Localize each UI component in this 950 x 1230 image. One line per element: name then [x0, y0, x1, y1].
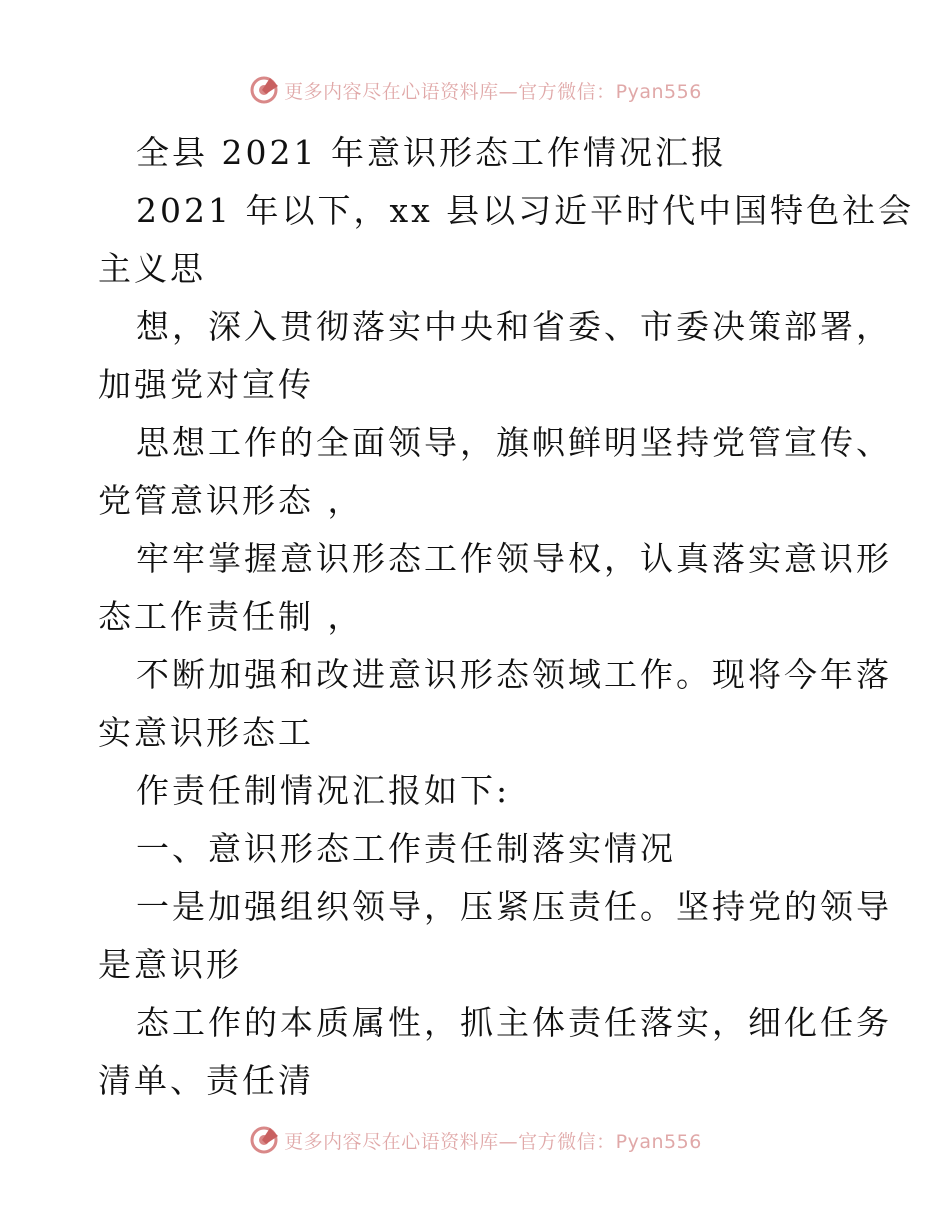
text-line: 不断加强和改进意识形态领域工作。现将今年落 [136, 655, 892, 694]
text-line: 实意识形态工 [98, 713, 314, 752]
text-line: 加强党对宣传 [98, 365, 314, 404]
text-line: 党管意识形态 ， [98, 481, 364, 520]
watermark-text: 更多内容尽在心语资料库—官方微信：Pyan556 [284, 80, 702, 103]
text-line: 态工作责任制 ， [98, 597, 364, 636]
text-line: 作责任制情况汇报如下: [136, 771, 511, 810]
section-heading: 一、意识形态工作责任制落实情况 [136, 829, 676, 868]
text-line: 态工作的本质属性，抓主体责任落实，细化任务 [136, 1003, 892, 1042]
logo-icon [248, 74, 280, 106]
text-line: 一是加强组织领导，压紧压责任。坚持党的领导 [136, 887, 892, 926]
text-line: 2021 年以下，xx 县以习近平时代中国特色社会 [136, 191, 915, 230]
logo-icon [248, 1124, 280, 1156]
document-body [98, 124, 915, 1110]
header-watermark [0, 70, 950, 110]
footer-watermark [0, 1120, 950, 1160]
text-line: 牢牢掌握意识形态工作领导权，认真落实意识形 [136, 539, 892, 578]
text-line: 思想工作的全面领导，旗帜鲜明坚持党管宣传、 [136, 423, 892, 462]
text-line: 想，深入贯彻落实中央和省委、市委决策部署， [136, 307, 892, 346]
watermark-text: 更多内容尽在心语资料库—官方微信：Pyan556 [284, 1130, 702, 1153]
document-title: 全县 2021 年意识形态工作情况汇报 [136, 133, 727, 172]
text-line: 主义思 [98, 249, 206, 288]
text-line: 清单、责任清 [98, 1061, 314, 1100]
text-line: 是意识形 [98, 945, 242, 984]
